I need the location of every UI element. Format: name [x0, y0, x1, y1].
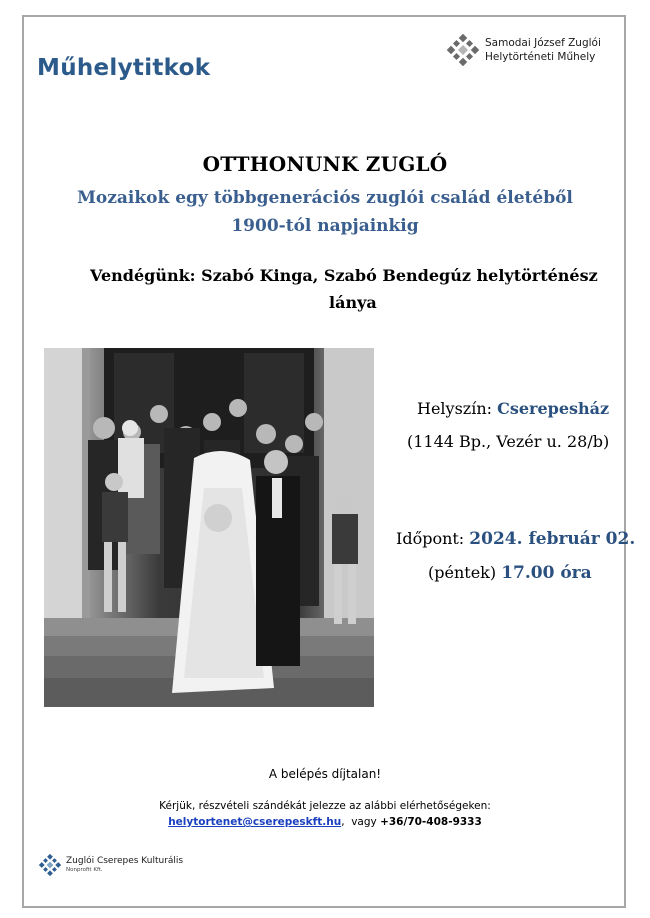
- org-name-line2: Helytörténeti Műhely: [485, 51, 596, 63]
- location-label: Helyszín:: [417, 399, 493, 418]
- time-label: Időpont:: [396, 529, 465, 548]
- date-value: 2024. február 02.: [469, 529, 636, 549]
- email-link[interactable]: helytortenet@cserepeskft.hu: [168, 816, 342, 828]
- wedding-photo-image: [44, 348, 374, 707]
- hour-line: [428, 563, 592, 583]
- weekday: (péntek): [428, 563, 497, 582]
- guest-line2: lánya: [329, 293, 377, 312]
- registration-request: Kérjük, részvételi szándékát jelezze az alábbi elérhetőségeken:: [159, 800, 491, 812]
- guest-info: [90, 262, 620, 316]
- event-title: OTTHONUNK ZUGLÓ: [202, 152, 448, 176]
- address-line: (1144 Bp., Vezér u. 28/b): [407, 432, 610, 451]
- location-value: Cserepesház: [497, 399, 610, 418]
- event-subtitle: [0, 184, 650, 240]
- location-line: [417, 399, 609, 419]
- hour-value: 17.00 óra: [501, 563, 592, 583]
- org-logo-top: [447, 34, 601, 66]
- subtitle-line1: Mozaikok egy többgenerációs zuglói család életéből: [77, 188, 573, 208]
- subtitle-line2: 1900-tól napjainkig: [231, 216, 419, 236]
- free-entry-note: A belépés díjtalan!: [268, 767, 382, 781]
- mosaic-cross-logo-icon: [39, 854, 61, 876]
- phone-number: +36/70-408-9333: [380, 816, 482, 828]
- guest-line1: Vendégünk: Szabó Kinga, Szabó Bendegúz helytörténész: [90, 266, 598, 285]
- footer-org-subname: Nonprofit Kft.: [66, 867, 103, 873]
- series-title: Műhelytitkok: [37, 55, 211, 81]
- contact-line: [0, 816, 650, 828]
- time-line: [396, 529, 635, 549]
- org-name-line1: Samodai József Zuglói: [485, 37, 601, 49]
- mosaic-cross-logo-icon: [447, 34, 479, 66]
- footer-org-name: Zuglói Cserepes Kulturális: [66, 856, 184, 866]
- contact-separator: , vagy: [341, 816, 381, 828]
- org-logo-bottom: [39, 854, 183, 876]
